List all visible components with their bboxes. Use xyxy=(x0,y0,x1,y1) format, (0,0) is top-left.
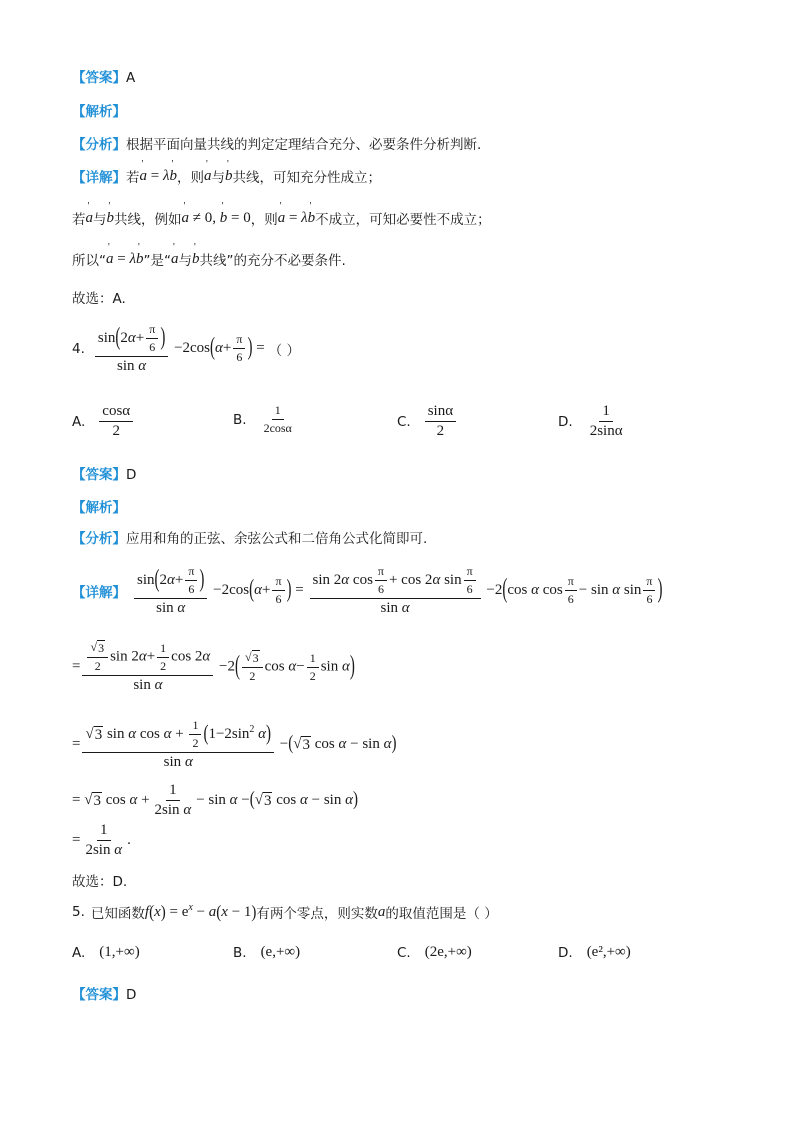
q5-number: 5. xyxy=(72,904,85,920)
q5-option-d: D. (e²,+∞) xyxy=(558,944,631,961)
q3-conclusion: 故选：A. xyxy=(72,291,126,307)
q3-detail-line-2: 若 ' a 与 ' b 共线，例如 ' a ≠ 0, ' b = 0 ，则 ' a = λ' b 不成立，可知必要性不成立； xyxy=(72,208,491,228)
q4-derivation-line-3: = √ 3 sin α cos α + $\frac{1}{2}$ ($1-2\sin^2$ α) sin α −(√ 3 cos α − sin α) xyxy=(72,718,397,770)
q3-detail-line-3: 所以“ ' a = λ' b ”是“ ' a 与 ' b 共线”的充分不必要条件. xyxy=(72,249,346,269)
q4-expression: sin(2α+ $\frac{\pi}{6}$ ) sin α −2cos(α+ $\frac{\pi}{6}$ ) = xyxy=(93,322,265,375)
q5-option-b: B. (e,+∞) xyxy=(233,944,301,961)
q4-fenxi-line: 【分析】应用和角的正弦、余弦公式和二倍角公式化简即可. xyxy=(72,531,428,547)
q3-math-a-eq-lambda-b: ' a = λ' b xyxy=(140,168,177,185)
q4-option-d: D. $\frac{1}{2\sin\alpha}$ xyxy=(558,403,623,439)
q3-answer-value: A xyxy=(126,70,136,86)
detail-label: 【详解】 xyxy=(72,170,126,186)
q3-fenxi-text: 根据平面向量共线的判定定理结合充分、必要条件分析判断. xyxy=(126,137,482,153)
q5-stem: 5. 已知函数 $f(x) = e^x - a(x - 1)$ 有两个零点，则实数 a 的取值范围是（ ） xyxy=(72,902,498,923)
q5-function: $f(x) = e^x - a(x - 1)$ xyxy=(144,902,257,923)
q3-answer-line xyxy=(72,66,135,86)
answer-label: 【答案】 xyxy=(72,70,126,86)
q4-conclusion: 故选：D. xyxy=(72,874,128,890)
q4-analysis-heading: 【解析】 xyxy=(72,500,126,516)
q4-fenxi-text: 应用和角的正弦、余弦公式和二倍角公式化简即可. xyxy=(126,531,428,547)
q4-derivation-line-5: = $\frac{1}{\text{2sin α}}$ . xyxy=(72,822,131,858)
q5-option-a: A. (1,+∞) xyxy=(72,944,140,961)
q4-option-a: A. $\frac{\cos\alpha}{2}$ xyxy=(72,403,135,440)
q3-detail-line-1: 【详解】 若 ' a = λ' b ，则 ' a 与 ' b 共线，可知充分性成立； xyxy=(72,166,381,186)
q4-option-c: C. $\frac{\sin\alpha}{2}$ xyxy=(397,403,458,440)
q4-answer-line: 【答案】D xyxy=(72,467,137,483)
q4-derivation-line-1: 【详解】 sin(2α+ $\frac{\pi}{6}$ ) sin α −2cos(α+ $\frac{\pi}{6}$ ) = sin 2α cos $\frac{\pi}{6}$ + cos 2α sin $\frac{\pi}{6}$ sin α −2(cos α cos $\frac{\pi}{6}$ − sin α sin $\frac{\pi}{6}$ ) xyxy=(72,564,663,616)
q4-bracket: （ ） xyxy=(268,342,300,359)
analysis-label: 解析 xyxy=(85,104,113,120)
fenxi-label: 【分析】 xyxy=(72,137,126,153)
q4-stem xyxy=(72,322,300,375)
q5-answer-value: D xyxy=(126,987,137,1003)
q4-answer-value: D xyxy=(126,467,137,483)
q3-fenxi-line xyxy=(72,133,481,153)
q5-option-c: C. (2e,+∞) xyxy=(397,944,472,961)
q3-analysis-heading: 【解析】 xyxy=(72,104,126,120)
q3-math-counterexample: ' a ≠ 0, ' b = 0 xyxy=(182,210,251,227)
q4-number: 4. xyxy=(72,340,85,357)
q4-derivation-line-2: = √ 3 2 sin 2α+ $\frac{1}{2}$ cos 2α sin α −2( √ 3 2 cos α− $\frac{1}{2}$ sin α) xyxy=(72,640,355,693)
q4-option-b: B. $\frac{1}{2\cos\alpha}$ xyxy=(233,403,292,435)
q4-derivation-line-4: = √ 3 cos α + $\frac{1}{\text{2sin α}}$ − sin α −(√ 3 cos α − sin α) xyxy=(72,782,358,818)
q5-answer-line: 【答案】D xyxy=(72,987,137,1003)
